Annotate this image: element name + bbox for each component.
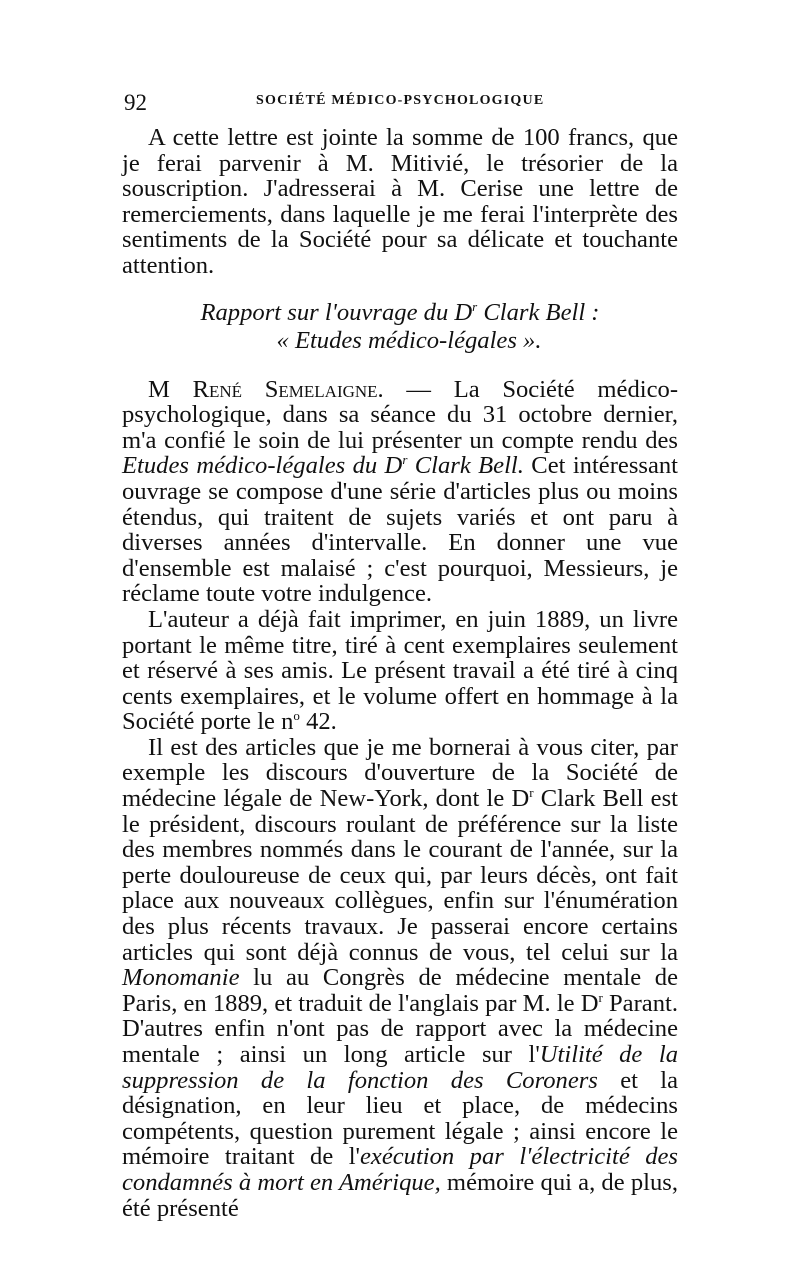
superscript: r	[529, 784, 534, 800]
heading-superscript: r	[472, 298, 478, 314]
section-heading	[122, 299, 678, 355]
italic-title: exécution par l'électricité des condamnés à mort en Amérique,	[122, 1143, 678, 1196]
text-run: Clark Bell est le président, discours roulant de préférence sur la liste des membres nommés dans le courant de l'année, sur la perte douloureuse de ceux qui, par leurs décès, ont fait place aux nouveaux collègues, enfin sur l'énumération des plus récents travaux. Je passerai encore certains articles qui sont déjà connus de vous, tel celui sur la	[122, 785, 678, 966]
heading-line-2: « Etudes médico-légales ».	[276, 326, 542, 354]
text-run: L'auteur a déjà fait imprimer, en juin 1889, un livre portant le même titre, tiré à cent exemplaires seulement et réservé à ses amis. Le présent travail a été tiré à cinq cents exemplaires, et le volume offert en hommage à la Société porte le n	[122, 605, 678, 736]
text-run: Il est des articles que je me bornerai à vous citer, par exemple les discours d'ouverture de la Société de médecine légale de New-York, dont le D	[122, 733, 678, 813]
running-head: SOCIÉTÉ MÉDICO-PSYCHOLOGIQUE	[256, 93, 545, 108]
heading-line-1	[122, 299, 678, 327]
text-run: mémoire qui a, de plus, été présenté	[122, 1168, 678, 1222]
text-run: 42.	[299, 708, 337, 736]
paragraph-edition	[122, 607, 678, 735]
superscript: o	[293, 708, 300, 724]
superscript: r	[598, 989, 603, 1005]
page-number: 92	[124, 90, 147, 115]
heading-text: Rapport sur l'ouvrage du D	[200, 298, 473, 326]
paragraph-articles	[122, 735, 678, 1221]
text-run: Parant. D'autres enfin n'ont pas de rapport avec la médecine mentale ; ainsi un long article sur l'	[122, 989, 678, 1068]
italic-title: Monomanie	[122, 964, 240, 992]
text-run: Etudes médico-légales du D	[122, 452, 403, 480]
paragraph-report-intro	[122, 377, 678, 607]
italic-title: Utilité de la suppression de la fonction des Coroners	[122, 1041, 678, 1094]
text-run: et la désignation, en leur lieu et place, de médecins compétents, question purement légale ; ainsi encore le mémoire traitant de l'	[122, 1066, 679, 1171]
work-title	[122, 452, 524, 479]
text-run: — La Société médico-psychologique, dans sa séance du 31 octobre dernier, m'a confié le soin de lui présenter un compte rendu des	[122, 375, 679, 454]
superscript: r	[402, 452, 408, 468]
paragraph-letter: A cette lettre est jointe la somme de 100 francs, que je ferai parvenir à M. Mitivié, le trésorier de la souscription. J'adresserai à M. Cerise une lettre de remerciements, dans laquelle je me ferai l'interprète des sentiments de la Société pour sa délicate et touchante attention.	[122, 124, 678, 279]
speaker-name: M René Semelaigne.	[148, 375, 384, 403]
page-header	[120, 90, 680, 120]
text-run: Clark Bell.	[407, 452, 524, 480]
heading-text: Clark Bell :	[477, 298, 600, 326]
body-text	[122, 125, 678, 1221]
text-run: lu au Congrès de médecine mentale de Paris, en 1889, et traduit de l'anglais par M. le D	[122, 964, 678, 1017]
text-run: Cet intéressant ouvrage se compose d'une série d'articles plus ou moins étendus, qui traitent de sujets variés et ont paru à diverses années d'intervalle. En donner une vue d'ensemble est malaisé ; c'est pourquoi, Messieurs, je réclame toute votre indulgence.	[122, 452, 679, 608]
